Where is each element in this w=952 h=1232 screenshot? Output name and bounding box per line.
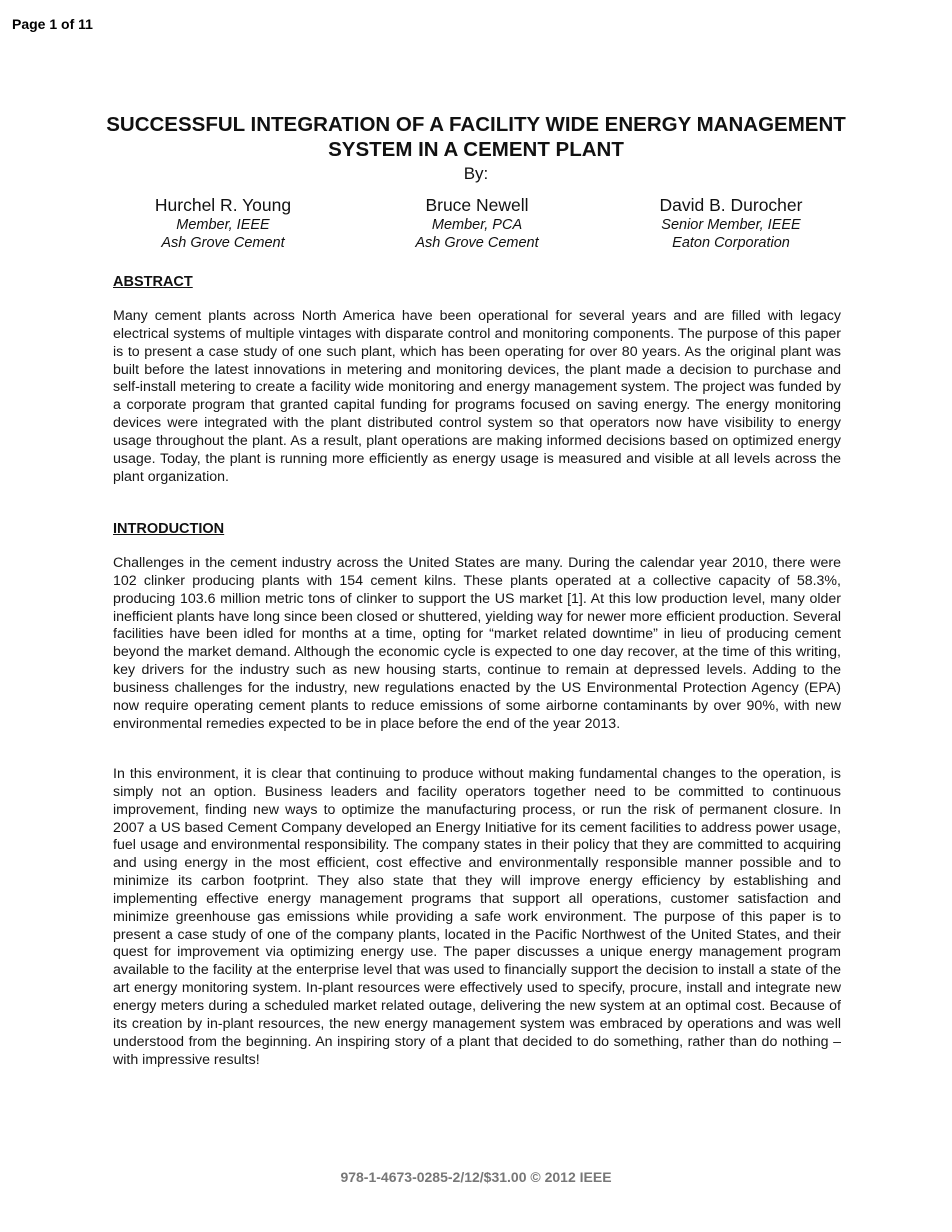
introduction-heading: INTRODUCTION [113, 521, 225, 537]
author-name: David B. Durocher [659, 195, 803, 215]
author-organization: Ash Grove Cement [161, 235, 285, 251]
title-line-1: SUCCESSFUL INTEGRATION OF A FACILITY WIDE ENERGY MANAGEMENT [106, 113, 846, 136]
paper-title [60, 112, 892, 162]
introduction-paragraph-2: In this environment, it is clear that continuing to produce without making fundamental changes to the operation, is simply not an option. Business leaders and facility operators together need to be committed to continuous improvement, finding new ways to optimize the manufacturing process, or run the risk of permanent closure. In 2007 a US based Cement Company developed an Energy Initiative for its cement facilities to address power usage, fuel usage and environmental responsibility. The company states in their policy that they are committed to acquiring and using energy in the most efficient, cost effective and environmentally responsible manner possible and to minimize its carbon footprint. They also state that they will improve energy efficiency by establishing and implementing effective energy management programs that support all operations, customer satisfaction and minimize greenhouse gas emissions while providing a safe work environment. The purpose of this paper is to present a case study of one of the company plants, located in the Pacific Northwest of the United States, and their quest for improvement via optimizing energy use. The paper discusses a unique energy management program available to the facility at the enterprise level that was used to financially support the decision to install a state of the art energy monitoring system. In-plant resources were effectively used to specify, procure, install and integrate new energy meters during a scheduled market related outage, delivering the new system at an optimal cost. Because of its creation by in-plant resources, the new energy management system was embraced by operations and was well understood from the beginning. An inspiring story of a plant that decided to do something, rather than do nothing – with impressive results! [113, 766, 841, 1068]
author-name: Hurchel R. Young [154, 195, 292, 215]
abstract-heading: ABSTRACT [113, 274, 193, 290]
copyright-footer: 978-1-4673-0285-2/12/$31.00 © 2012 IEEE [340, 1169, 612, 1185]
introduction-paragraph-1: Challenges in the cement industry across the United States are many. During the calendar year 2010, there were 102 clinker producing plants with 154 cement kilns. These plants operated at a collective capacity of 58.3%, producing 103.6 million metric tons of clinker to support the US market [1]. At this low production level, many older inefficient plants have long since been closed or shuttered, yielding way for newer more efficient production. Several facilities have been idled for months at a time, opting for “market related downtime” in lieu of producing cement beyond the market demand. Although the economic cycle is expected to one day recover, at the time of this writing, key drivers for the industry such as new housing starts, continue to remain at depressed levels. Adding to the business challenges for the industry, new regulations enacted by the US Environmental Protection Agency (EPA) now require operating cement plants to reduce emissions of some airborne contaminants by over 90%, with new environmental remedies expected to be in place before the end of the year 2013. [113, 555, 841, 732]
abstract-paragraph: Many cement plants across North America have been operational for several years and are filled with legacy electrical systems of multiple vintages with disparate control and monitoring components. The purpose of this paper is to present a case study of one such plant, which has been operating for over 80 years. As the original plant was built before the latest innovations in metering and monitoring devices, the plant made a decision to purchase and self-install metering to create a facility wide monitoring and energy management system. The project was funded by a corporate program that granted capital funding for programs focused on saving energy. The energy monitoring devices were integrated with the plant distributed control system so that operators now have visibility to energy usage throughout the plant. As a result, plant operations are making informed decisions based on optimized energy usage. Today, the plant is running more efficiently as energy usage is measured and visible at all levels across the plant organization. [113, 308, 841, 485]
author-block [352, 194, 602, 252]
author-name: Bruce Newell [425, 195, 529, 215]
author-block [606, 194, 856, 252]
author-membership: Member, PCA [431, 217, 523, 233]
author-organization: Ash Grove Cement [415, 235, 539, 251]
author-organization: Eaton Corporation [672, 235, 790, 251]
title-line-2: SYSTEM IN A CEMENT PLANT [328, 138, 624, 161]
by-label: By: [463, 164, 489, 183]
author-block [98, 194, 348, 252]
author-membership: Senior Member, IEEE [661, 217, 801, 233]
author-membership: Member, IEEE [176, 217, 270, 233]
page-indicator: Page 1 of 11 [12, 16, 93, 32]
